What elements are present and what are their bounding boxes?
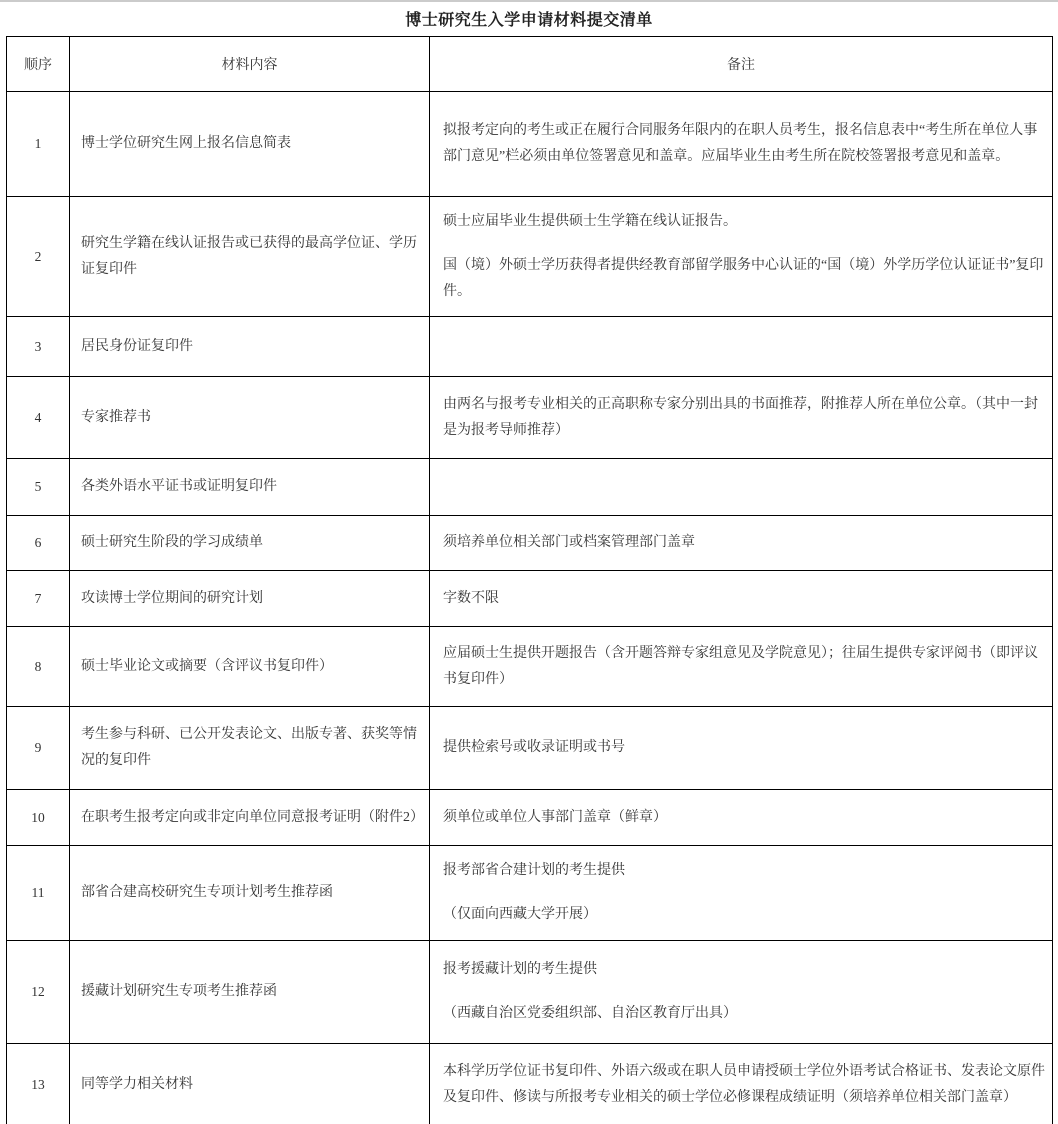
table-row [7, 1044, 1053, 1124]
row-remark: 本科学历学位证书复印件、外语六级或在职人员申请授硕士学位外语考试合格证书、发表论文原件及复印件、修读与所报考专业相关的硕士学位必修课程成绩证明（须培养单位相关部门盖章） [430, 1044, 1053, 1124]
row-content: 居民身份证复印件 [70, 317, 430, 377]
row-content: 各类外语水平证书或证明复印件 [70, 459, 430, 516]
column-header-order: 顺序 [7, 37, 70, 92]
column-header-content: 材料内容 [70, 37, 430, 92]
row-content: 攻读博士学位期间的研究计划 [70, 571, 430, 627]
row-remark: 硕士应届毕业生提供硕士生学籍在线认证报告。 国（境）外硕士学历获得者提供经教育部留学服务中心认证的“国（境）外学历学位认证证书”复印件。 [430, 197, 1053, 317]
row-order: 10 [7, 790, 70, 846]
row-content: 部省合建高校研究生专项计划考生推荐函 [70, 846, 430, 941]
row-remark: 须培养单位相关部门或档案管理部门盖章 [430, 516, 1053, 571]
row-content: 同等学力相关材料 [70, 1044, 430, 1124]
row-order: 6 [7, 516, 70, 571]
row-content: 研究生学籍在线认证报告或已获得的最高学位证、学历证复印件 [70, 197, 430, 317]
row-remark [430, 459, 1053, 516]
row-remark: 报考援藏计划的考生提供 （西藏自治区党委组织部、自治区教育厅出具） [430, 941, 1053, 1044]
header-row [7, 37, 1053, 92]
table-body [7, 92, 1053, 1124]
row-remark: 拟报考定向的考生或正在履行合同服务年限内的在职人员考生，报名信息表中“考生所在单位人事部门意见”栏必须由单位签署意见和盖章。应届毕业生由考生所在院校签署报考意见和盖章。 [430, 92, 1053, 197]
table-row [7, 627, 1053, 707]
row-content: 博士学位研究生网上报名信息简表 [70, 92, 430, 197]
page-title: 博士研究生入学申请材料提交清单 [405, 12, 653, 29]
row-order: 11 [7, 846, 70, 941]
materials-table [6, 36, 1053, 1124]
table-row [7, 317, 1053, 377]
row-remark: 由两名与报考专业相关的正高职称专家分别出具的书面推荐，附推荐人所在单位公章。（其中一封是为报考导师推荐） [430, 377, 1053, 459]
row-order: 12 [7, 941, 70, 1044]
table-row [7, 846, 1053, 941]
row-order: 5 [7, 459, 70, 516]
table-row [7, 790, 1053, 846]
table-row [7, 571, 1053, 627]
row-order: 2 [7, 197, 70, 317]
table-row [7, 92, 1053, 197]
row-content: 考生参与科研、已公开发表论文、出版专著、获奖等情况的复印件 [70, 707, 430, 790]
row-content: 专家推荐书 [70, 377, 430, 459]
row-content: 硕士毕业论文或摘要（含评议书复印件） [70, 627, 430, 707]
table-row [7, 377, 1053, 459]
table-row [7, 197, 1053, 317]
table-header [7, 37, 1053, 92]
row-content: 硕士研究生阶段的学习成绩单 [70, 516, 430, 571]
row-order: 4 [7, 377, 70, 459]
row-remark: 字数不限 [430, 571, 1053, 627]
row-content: 援藏计划研究生专项考生推荐函 [70, 941, 430, 1044]
row-order: 13 [7, 1044, 70, 1124]
row-order: 3 [7, 317, 70, 377]
row-order: 9 [7, 707, 70, 790]
row-content: 在职考生报考定向或非定向单位同意报考证明（附件2） [70, 790, 430, 846]
row-remark: 提供检索号或收录证明或书号 [430, 707, 1053, 790]
row-remark: 应届硕士生提供开题报告（含开题答辩专家组意见及学院意见）；往届生提供专家评阅书（即评议书复印件） [430, 627, 1053, 707]
row-order: 1 [7, 92, 70, 197]
column-header-remark: 备注 [430, 37, 1053, 92]
row-remark: 报考部省合建计划的考生提供 （仅面向西藏大学开展） [430, 846, 1053, 941]
row-remark [430, 317, 1053, 377]
table-row [7, 941, 1053, 1044]
row-remark: 须单位或单位人事部门盖章（鲜章） [430, 790, 1053, 846]
table-row [7, 459, 1053, 516]
table-row [7, 707, 1053, 790]
row-order: 8 [7, 627, 70, 707]
table-row [7, 516, 1053, 571]
row-order: 7 [7, 571, 70, 627]
top-divider [0, 0, 1058, 2]
